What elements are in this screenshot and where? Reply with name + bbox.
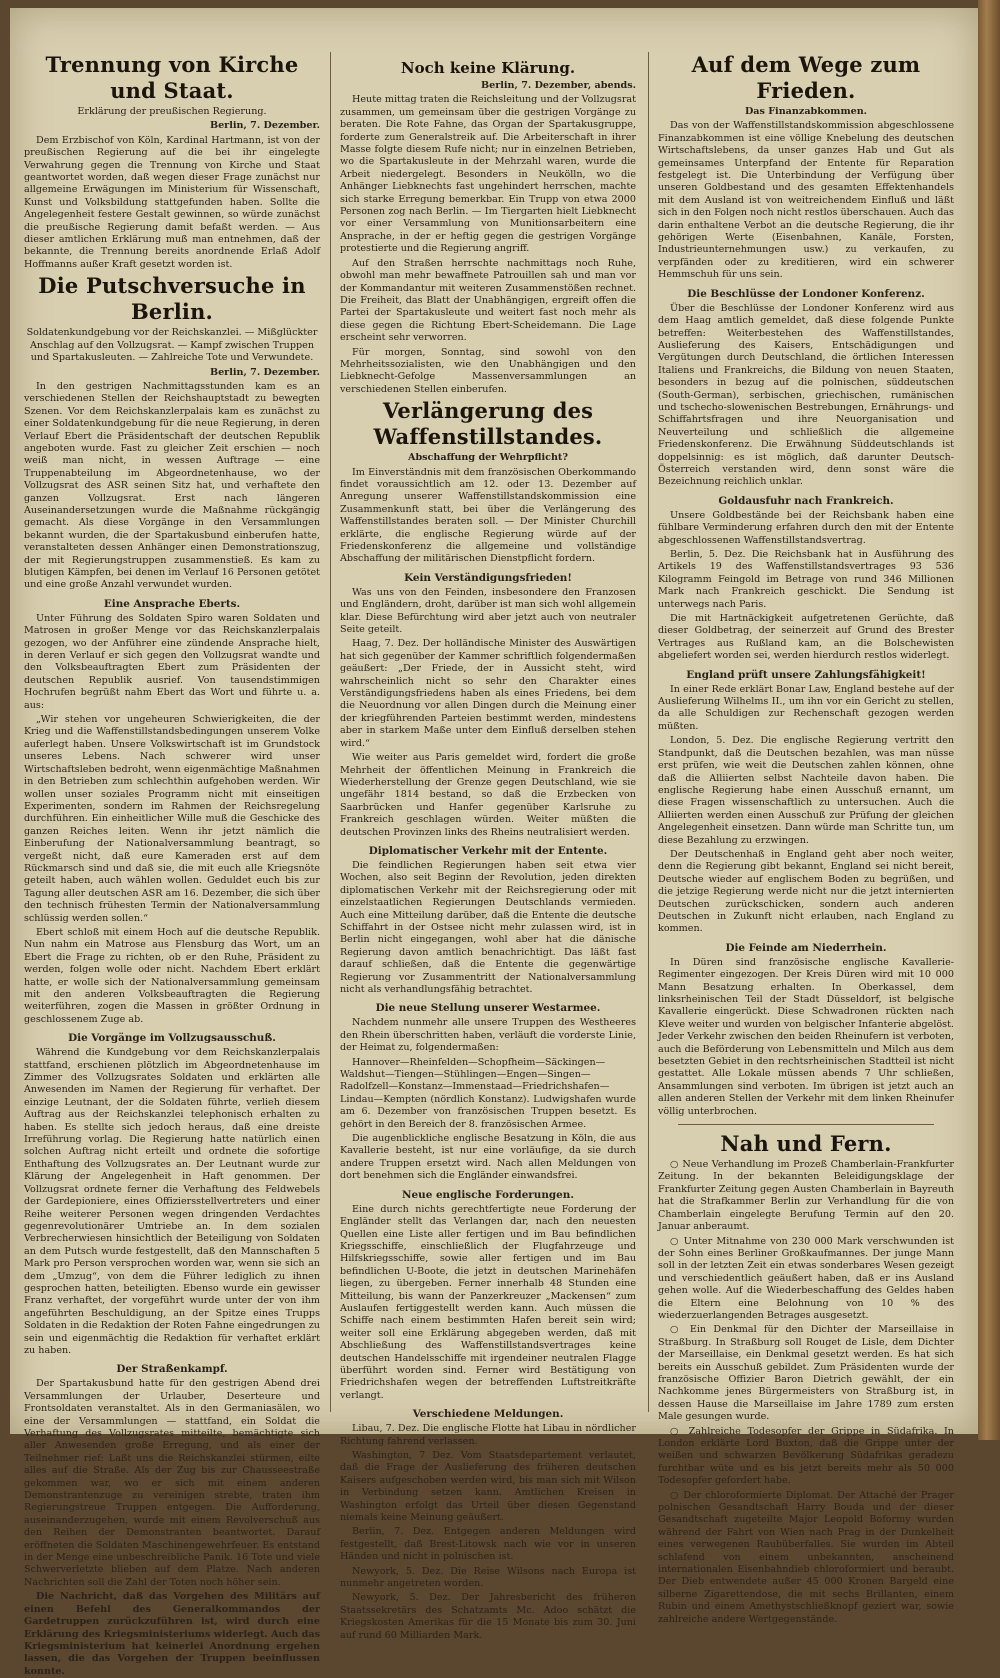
article-paragraph: Hannover—Rheinfelden—Schopfheim—Säckingen—Waldshut—Tiengen—Stühlingen—Engen—Singen—Radolfzell—Konstanz—Immenstaad—Friedrichshafen—Lindau—Kempten (nördlich Konstanz). Ludwigshafen wurde am 6. Dezember von französischen Truppen besetzt. Es gehört in den Bereich der 8. französischen Armee. (340, 1056, 636, 1130)
article-paragraph: Die Nachricht, daß das Vorgehen des Militärs auf einen Befehl des Generalkommandos der Gardetruppen zurückzuführen ist, wird durch eine Erklärung des Kriegsministeriums widerlegt. Auch das Kriegsministerium hat keinerlei Anordnung ergehen lassen, die das Vorgehen der Truppen beeinflussen konnte. (24, 1591, 320, 1677)
news-item: Washington, 7 Dez. Vom Staatsdepartement verlautet, daß die Frage der Auslieferung des früheren deutschen Kaisers aufgeschoben werden wird, bis man sich mit Wilson in Verbindung setzen kann. Amtlichen Kreisen in Washington erfolgt das Urteil über diesen Gegenstand niemals keine Meinung geäußert. (340, 1450, 636, 1524)
headline-peace: Auf dem Wege zum Frieden. (691, 52, 921, 103)
headline-near-far: Nah und Fern. (720, 1131, 892, 1157)
news-item: Newyork, 5. Dez. Die Reise Wilsons nach Europa ist nunmehr angetreten worden. (340, 1565, 636, 1590)
article-paragraph: Ebert schloß mit einem Hoch auf die deutsche Republik. Nun nahm ein Matrose aus Flensburg das Wort, um an Ebert die Frage zu richten, ob er den Ruhe, Präsident zu werden, folgen wolle oder nicht. Nachdem Ebert erklärt hatte, er wolle sich der Nationalversammlung gemeinsam mit den anderen Volksbeauftragten die Regierung weiterführen, zogen die Massen in größter Ordnung in geschlossenem Zuge ab. (24, 926, 320, 1025)
article-paragraph: „Wir stehen vor ungeheuren Schwierigkeiten, die der Krieg und die Waffenstillstandsbedingungen unserem Volke auferlegt haben. Unsere Volkswirtschaft ist im Grundstock unseres Lebens. Nach schwerer wird unser Wirtschaftsleben bedroht, wenn eigenmächtige Maßnahmen in den Betrieben zum schlechthin aufgehoben werden. Wir wollen unser soziales Programm nicht mit einseitigen Experimenten, sondern im Rahmen der Reichsregelung durchführen. Ein einheitlicher Wille muß die Geschicke des ganzen Reiches leiten. Wenn ihr jetzt nämlich die Einberufung der Nationalversammlung beantragt, so vergeßt nicht, daß eure Kameraden erst auf dem Rückmarsch sind und daß sie, die mit euch alle Kriegsnöte geteilt haben, auch wählen wollen. Geduldet euch bis zur Tagung aller deutschen ASR am 16. Dezember, die sich über den technisch frühesten Termin der Nationalversammlung schlüssig werden sollen.“ (24, 714, 320, 924)
subheading: Abschaffung der Wehrpflicht? (408, 452, 568, 464)
article-paragraph: Im Einverständnis mit dem französischen Oberkommando findet voraussichtlich am 12. oder 13. Dezember auf Anregung unserer Waffenstillstandskommission eine Zusammenkunft statt, bei über die Verlängerung des Waffenstillstandes beraten soll. — Der Minister Churchill erklärte, die englische Regierung würde auf der Friedenskonferenz die allgemeine und vollständige Abschaffung der militärischen Dienstpflicht fordern. (340, 466, 636, 565)
article-paragraph: Für morgen, Sonntag, sind sowohl von den Mehrheitssozialisten, wie den Unabhängigen und den Liebknecht-Gefolge Massenversammlungen an verschiedenen Stellen einberufen. (340, 346, 636, 395)
headline-no-clarity: Noch keine Klärung. (400, 59, 576, 77)
article-paragraph: Auf den Straßen herrschte nachmittags noch Ruhe, obwohl man mehr bewaffnete Patrouillen sah und man vor der Kommandantur mit weiteren Zusammenstößen rechnet. Die Freiheit, das Blatt der Unabhängigen, ergreift offen die Partei der Spartakusleute und weitert fast noch mehr als diese gegen die Richtung Ebert-Scheidemann. Die Lage erscheint sehr verworren. (340, 257, 636, 344)
news-item: Newyork, 5. Dez. Der Jahresbericht des früheren Staatssekretärs des Schatzamts Mc. Adoo schätzt die Kriegskosten Amerikas für die 15 Monate bis zum 30. Juni auf rund 60 Milliarden Mark. (340, 1592, 636, 1641)
article-paragraph: Die augenblickliche englische Besatzung in Köln, die aus Kavallerie besteht, ist nur eine vorläufige, da sie durch andere Truppen ersetzt wird. Nach allen Meldungen von dort benehmen sich die Engländer einwandsfrei. (340, 1133, 636, 1182)
dateline: Berlin, 7. Dezember. (209, 120, 320, 132)
subheading: Erklärung der preußischen Regierung. (77, 106, 267, 117)
column-middle (340, 52, 636, 1641)
news-item: ○ Der chloroformierte Diplomat. Der Attaché der Prager polnischen Gesandtschaft Harry Bouda und der dieser Gesandtschaft zugeteilte Major Leopold Boformy wurden während der Fahrt von Wien nach Prag in der Dunkelheit eines verwegenen Raubüberfalles. Sie wurden im Abteil schlafend von einem unbekannten, anscheinend internationalen Eisenbahndieb chloroformiert und beraubt. Der Dieb entwendete außer 45 000 Kronen Bargeld eine silberne Zigarettendose, die mit sechs Brillanten, einem Rubin und einem Amethystschließknopf geziert war, sowie zahlreiche andere Wertgegenstände. (658, 1489, 954, 1625)
subheading: Das Finanzabkommen. (744, 106, 868, 117)
article-paragraph: Haag, 7. Dez. Der holländische Minister des Auswärtigen hat sich gegenüber der Kammer schriftlich folgendermaßen geäußert: „Der Friede, der in Aussicht steht, wird wahrscheinlich nicht so sehr den Charakter eines Verständigungsfriedens haben als eines Friedens, bei dem die Neuordnung vor allen Dingen durch die Meinung einer der kriegführenden Parteien bestimmt werden, mindestens aber in starkem Maße unter dem Einfluß derselben stehen wird.“ (340, 638, 636, 749)
page-edge (978, 0, 1000, 1440)
section-heading: Verschiedene Meldungen. (412, 1408, 564, 1421)
article-paragraph: Berlin, 5. Dez. Die Reichsbank hat in Ausführung des Artikels 19 des Waffenstillstandsvertrages 93 536 Kilogramm Feingold im Betrage von rund 346 Millionen Mark nach Frankreich geschickt. Die Sendung ist unterwegs nach Paris. (658, 549, 954, 610)
section-heading: Diplomatischer Verkehr mit der Entente. (368, 844, 608, 857)
article-paragraph: Der Deutschenhaß in England geht aber noch weiter, denn die Regierung gibt bekannt, England sei nicht bereit, Deutsche wieder auf englischem Boden zu begrüßen, und die jetzige Regierung werde nicht nur die jetzt internierten Deutschen zurückschicken, sondern auch anderen Deutschen in Zukunft nicht erlauben, nach England zu kommen. (658, 848, 954, 935)
news-item: Libau, 7. Dez. Die englische Flotte hat Libau in nördlicher Richtung fahrend verlassen. (340, 1423, 636, 1447)
dateline: Berlin, 7. Dezember. (209, 366, 320, 378)
article-paragraph: Was uns von den Feinden, insbesondere den Franzosen und Engländern, droht, darüber ist man sich wohl allgemein klar. Diese Befürchtung wird aber jetzt auch von neutraler Seite geteilt. (340, 586, 636, 636)
article-paragraph: Das von der Waffenstillstandskommission abgeschlossene Finanzabkommen ist eine völlige Knebelung des deutschen Wirtschaftslebens, da unser ganzes Hab und Gut als gemeinsames Unterpfand der Entente für Reparation festgelegt ist. Die Unterbindung der Verfügung über unseren Goldbestand und des gesamten Effektenhandels mit dem Ausland ist von weitreichendem Einfluß und läßt sich in den Folgen noch nicht restlos überschauen. Auch das darin enthaltene Verbot an die deutsche Regierung, die ihr gehörigen Werte (Eisenbahnen, Kanäle, Forsten, Industrieunternehmungen usw.) zu verkaufen, zu verpfänden oder zu kreditieren, wird ein schwerer Hemmschuh für uns sein. (658, 120, 954, 281)
article-paragraph: Wie weiter aus Paris gemeldet wird, fordert die große Mehrheit der öffentlichen Meinung in Frankreich die Wiederherstellung der Grenze gegen Deutschland, wie sie ungefähr 1814 bestand, so daß die Erzbecken von Saarbrücken und Hanfer gegenüber Karlsruhe zu Frankreich geschlagen würden. Weiter müßten die deutschen Provinzen links des Rheins neutralisiert werden. (340, 752, 636, 838)
news-item: ○ Neue Verhandlung im Prozeß Chamberlain-Frankfurter Zeitung. In der bekannten Beleidigungsklage der Frankfurter Zeitung gegen Austen Chamberlain in Bayreuth hat die Strafkammer Berlin zur Verhandlung für die von Chamberlain eingelegte Berufung Termin auf den 20. Januar anberaumt. (658, 1159, 954, 1233)
section-heading: Kein Verständigungsfrieden! (404, 571, 572, 584)
headline-armistice: Verlängerung des Waffenstillstandes. (373, 398, 603, 450)
section-heading: Neue englische Forderungen. (402, 1188, 574, 1201)
column-left (24, 52, 320, 1677)
news-item: ○ Ein Denkmal für den Dichter der Marseillaise in Straßburg. In Straßburg soll Rouget de Lisle, dem Dichter der Marseillaise, ein Denkmal gesetzt werden. Es hat sich bereits ein Ausschuß gebildet. Zum Präsidenten wurde der französische Offizier Baron Dietrich gewählt, der ein Nachkomme jenes Bürgermeisters von Straßburg ist, in dessen Hause die Marseillaise im Jahre 1789 zum ersten Male gesungen wurde. (658, 1324, 954, 1423)
headline-putsch: Die Putschversuche in Berlin. (38, 273, 306, 325)
section-heading: Die Feinde am Niederrhein. (725, 941, 887, 954)
article-paragraph: London, 5. Dez. Die englische Regierung vertritt den Standpunkt, daß die Deutschen bezahlen, was man nüsse erst prüfen, wie weit die Deutschen zahlen können, ohne daß die Alliierten selbst Nachteile davon haben. Die englische Regierung habe einen Ausschuß ernannt, um diese Fragen wissenschaftlich zu untersuchen. Auch die Alliierten werden einen Ausschuß zur Prüfung der gleichen Angelegenheit einsetzen. Dann würde man Schritte tun, um diese Bezahlung zu erzwingen. (658, 735, 954, 846)
article-paragraph: Eine durch nichts gerechtfertigte neue Forderung der Engländer stellt das Verlangen dar, nach den neuesten Quellen eine Liste aller fertigen und im Bau befindlichen Kriegsschiffe, einschließlich der Flugfahrzeuge und Hilfskriegsschiffe, sowie aller fertigen und im Bau befindlichen U-Boote, die jetzt in deutschen Marinehäfen liegen, zu übergeben. Ferner innerhalb 48 Stunden eine Mitteilung, bis wann der Panzerkreuzer „Mackensen“ zum Auslaufen fertiggestellt werden kann. Auch müssen die Schiffe nach einem bestimmten Hafen bereit sein wird; weiter soll eine Erklärung abgegeben werden, daß mit Abschließung des Waffenstillstandsvertrages keine deutschen Handelsschiffe mit irgendeiner neutralen Flagge überführt worden sind. Ferner wird Bestätigung von Friedrichshafen wegen der betreffenden Luftstreitkräfte verlangt. (340, 1203, 636, 1401)
article-paragraph: Die mit Hartnäckigkeit aufgetretenen Gerüchte, daß dieser Goldbetrag, der seinerzeit auf Grund des Brester Vertrages aus Rußland kam, an die Bolschewisten abgeliefert worden sei, werden hierdurch restlos widerlegt. (658, 613, 954, 662)
article-paragraph: Nachdem nunmehr alle unsere Truppen des Westheeres den Rhein überschritten haben, verläuft die vorderste Linie, der Heimat zu, folgendermaßen: (340, 1017, 636, 1054)
article-paragraph: Über die Beschlüsse der Londoner Konferenz wird aus dem Haag amtlich gemeldet, daß diese folgende Punkte betreffen: Weiterbestehen des Waffenstillstandes, Auslieferung des Kaisers, Entschädigungen und Vergütungen durch Deutschland, die örtlichen Interessen Italiens und Frankreichs, die Bildung von neuen Staaten, besonders in bezug auf die polnischen, süddeutschen (South-German), serbischen, griechischen, rumänischen und tschecho-slowenischen Bestrebungen, Ernährungs- und Schiffahrtsfragen und ihre Neuorganisation und Neuverteilung und schließlich die allgemeine Friedenskonferenz. Die Erwähnung Süddeutschlands ist doppelsinnig: es ist möglich, daß darunter Deutsch-Österreich verstanden wird, denn sonst wäre die Bezeichnung reichlich unklar. (658, 302, 954, 488)
article-paragraph: Unter Führung des Soldaten Spiro waren Soldaten und Matrosen in großer Menge vor das Reichskanzlerpalais gezogen, wo der Anführer eine zündende Ansprache hielt, in deren Verlauf er sich gegen den Vollzugsrat wandte und den Volksbeauftragten Ebert zum Präsidenten der deutschen Republik ausrief. Von tausendstimmigen Hochrufen begrüßt nahm Ebert das Wort und führte u. a. aus: (24, 612, 320, 711)
news-item: ○ Zahlreiche Todesopfer der Grippe in Südafrika. In London erklärte Lord Buxton, daß die Grippe unter der weißen und schwarzen Bevölkerung Südafrikas geradezu furchtbar wüte und es bis jetzt bereits mehr als 50 000 Todesopfer gefordert habe. (658, 1425, 954, 1487)
article-paragraph: Heute mittag traten die Reichsleitung und der Vollzugsrat zusammen, um gemeinsam über die gestrigen Vorgänge zu beraten. Die Rote Fahne, das Organ der Spartakusgruppe, forderte zum Generalstreik auf. Die Arbeiterschaft in ihrer Masse folgte diesem Rufe nicht; nur in einzelnen Betrieben, wo die Spartakusleute in der Mehrzahl waren, wurde die Arbeit niedergelegt. Besonders in Neukölln, wo die Anhänger Liebknechts fast ungehindert herrschen, machte sich starke Erregung bemerkbar. Ein Trupp von etwa 2000 Personen zog nach Berlin. — Im Tiergarten hielt Liebknecht vor einer Versammlung von Munitionsarbeitern eine Ansprache, in der er heftig gegen die gestrigen Vorgänge protestierte und die Regierung angriff. (340, 94, 636, 255)
news-item: Berlin, 7. Dez. Entgegen anderen Meldungen wird festgestellt, daß Brest-Litowsk nach wie vor in unseren Händen und nicht in polnischen ist. (340, 1526, 636, 1563)
column-rule (648, 52, 649, 1412)
section-heading: Goldausfuhr nach Frankreich. (718, 494, 894, 507)
divider (678, 1124, 934, 1125)
article-paragraph: In Düren sind französische englische Kavallerie-Regimenter eingezogen. Der Kreis Düren wird mit 10 000 Mann Besatzung erhalten. In Oberkassel, dem linksrheinischen Teil der Stadt Düsseldorf, ist belgische Kavallerie eingerückt. Diese Schwadronen rückten nach Kleve weiter und wurden von belgischer Infanterie abgelöst. Jeder Verkehr zwischen den beiden Rheinufern ist verboten, auch die Beförderung von Lebensmitteln und Milch aus dem besetzten Gebiet in den rechtsrheinischen Stadtteil ist nicht gestattet. Alle Lokale müssen abends 7 Uhr schließen, Ansammlungen sind verboten. Im übrigen ist jetzt auch an allen anderen Stellen der Verkehr mit dem linken Rheinufer völlig unterbrochen. (658, 956, 954, 1117)
section-heading: England prüft unsere Zahlungsfähigkeit! (686, 668, 926, 681)
article-paragraph: Unsere Goldbestände bei der Reichsbank haben eine fühlbare Verminderung erfahren durch den mit der Entente abgeschlossenen Waffenstillstandsvertrag. (658, 509, 954, 546)
subheading: Soldatenkundgebung vor der Reichskanzlei. — Mißglückter Anschlag auf den Vollzugsrat. — Kampf zwischen Truppen und Spartakusleuten. — Zahlreiche Tote und Verwundete. (26, 327, 318, 364)
section-heading: Die Vorgänge im Vollzugsausschuß. (68, 1032, 276, 1045)
article-paragraph: Während die Kundgebung vor dem Reichskanzlerpalais stattfand, erschienen plötzlich im Abgeordnetenhause im Zimmer des Vollzugsrates Soldaten und erklärten alle Anwesenden im Namen der Regierung für verhaftet. Der einzige Leutnant, der die Soldaten führte, verlieh diesem Auftrag aus der Reichskanzlei telephonisch erhalten zu haben. Es stellte sich jedoch heraus, daß eine dreiste Irreführung vorlag. Die Regierung hatte natürlich einen solchen Auftrag nicht erteilt und ordnete die sofortige Enthaftung des Vollzugsrates an. Der Leutnant wurde zur Klärung der Angelegenheit in Haft genommen. Der Vollzugsrat ordnete ferner die Verhaftung des Feldwebels der Gardepioniere, eines Offiziersstellvertreters und einer Reihe weiterer Personen wegen dringenden Verdachtes gegenrevolutionärer Umtriebe an. In dem sozialen Verbrecherwiesen hinsichtlich der Beteiligung von Soldaten an dem Putsch wurde festgestellt, daß den Mannschaften 5 Mark pro Person versprochen worden war, wenn sie sich an dem „Umzug“, von dem die Führer lediglich zu ihnen gesprochen hatten, beteiligten. Ebenso wurde ein gewisser Franz verhaftet, der vorgeführt wurde unter der von ihm angeführten Beschuldigung, an der Spitze eines Trupps Soldaten in die Redaktion der Roten Fahne eingedrungen zu sein und eigenmächtig die Redaktion für verhaftet erklärt zu haben. (24, 1047, 320, 1356)
article-paragraph: Der Spartakusbund hatte für den gestrigen Abend drei Versammlungen der Urlauber, Deserteure und Frontsoldaten veranstaltet. Als in den Germaniasälen, wo eine der Versammlungen — stattfand, ein Soldat die Verhaftung des Vollzugsrates mitteilte, bemächtigte sich aller Anwesenden große Erregung, und als einer der Teilnehmer rief: Laßt uns die Reichskanzlei stürmen, eilte alles auf die Straße. Als der Zug bis zur Chausseestraße gekommen war, wo er sich mit einem anderen Demonstrantenzuge zu vereinigen strebte, traten ihm Regierungstreue Truppen entgegen. Die Aufforderung, auseinanderzugehen, wurde mit einem Revolverschuß aus den Reihen der Demonstranten beantwortet. Darauf eröffneten die Soldaten Maschinengewehrfeuer. Es entstand in der Menge eine unbeschreibliche Panik. 16 Tote und viele Schwerverletzte blieben auf dem Platze. Nach anderen Nachrichten soll die Zahl der Toten noch höher sein. (24, 1378, 320, 1588)
article-paragraph: In den gestrigen Nachmittagsstunden kam es an verschiedenen Stellen der Reichshauptstadt zu bewegten Szenen. Vor dem Reichskanzlerpalais kam es zunächst zu einer Soldatenkundgebung für die neue Regierung, in deren Verlauf Ebert die Präsidentschaft der deutschen Republik angeboten wurde. Fast zu gleicher Zeit erschien — noch weiß man nicht, in wessen Auftrage — eine Truppenabteilung im Abgeordnetenhause, wo der Vollzugsrat des ASR seinen Sitz hat, und verhaftete den ganzen Vollzugsrat. Erst nach längeren Auseinandersetzungen wurde die Maßnahme rückgängig gemacht. Als diese Vorgänge in den Versammlungen bekannt wurden, die der Spartakusbund einberufen hatte, veranstalteten dessen Anhänger einen Demonstrationszug, der mit Regierungstruppen zusammenstieß. Es kam zu blutigen Kämpfen, bei denen im Verlauf 16 Personen getötet und eine große Anzahl verwundet wurden. (24, 380, 320, 591)
section-heading: Eine Ansprache Eberts. (103, 597, 241, 610)
section-heading: Der Straßenkampf. (116, 1363, 228, 1376)
column-rule (330, 52, 331, 1412)
headline-church-state: Trennung von Kirche und Staat. (45, 52, 299, 103)
article-paragraph: Dem Erzbischof von Köln, Kardinal Hartmann, ist von der preußischen Regierung auf die bei ihr eingelegte Verwahrung gegen die Trennung von Kirche und Staat geantwortet worden, daß wegen dieser Frage zunächst nur allgemeine Erwägungen im Ministerium für Wissenschaft, Kunst und Volksbildung stattgefunden haben. Sollte die Angelegenheit festere Gestalt gewinnen, so würde zunächst die preußische Regierung damit befaßt werden. — Aus dieser amtlichen Erklärung muß man entnehmen, daß der bekannte, die Trennung bereits anordnende Erlaß Adolf Hoffmanns außer Kraft gesetzt worden ist. (24, 134, 320, 270)
section-heading: Die neue Stellung unserer Westarmee. (375, 1002, 601, 1015)
dateline: Berlin, 7. Dezember, abends. (481, 80, 636, 91)
column-right (658, 52, 954, 1625)
article-paragraph: In einer Rede erklärt Bonar Law, England bestehe auf der Auslieferung Wilhelms II., um ihn vor ein Gericht zu stellen, da alle Schuldigen zur Rechenschaft gezogen werden müßten. (658, 683, 954, 732)
article-paragraph: Die feindlichen Regierungen haben seit etwa vier Wochen, also seit Beginn der Revolution, jeden direkten diplomatischen Verkehr mit der Reichsregierung oder mit einzelstaatlichen Regierungen Deutschlands vermieden. Auch eine Mitteilung darüber, daß die Entente die deutsche Schiffahrt in der Ostsee nicht mehr zulassen wird, ist in Berlin nicht eingegangen, wohl aber hat die dänische Regierung davon amtlich benachrichtigt. Das läßt fast darauf schließen, daß die Entente die gegenwärtige Regierung vor Zusammentritt der Nationalversammlung nicht als verhandlungsfähig betrachtet. (340, 859, 636, 995)
newspaper-page (10, 8, 978, 1677)
news-item: ○ Unter Mitnahme von 230 000 Mark verschwunden ist der Sohn eines Berliner Großkaufmannes. Der junge Mann soll in der letzten Zeit ein etwas sonderbares Wesen gezeigt und verschiedentlich geäußert haben, daß er ins Ausland gehen wolle. Auf die Wiederbeschaffung des Geldes haben die Eltern eine Belohnung von 10 % des wiederzuerlangenden Betrages ausgesetzt. (658, 1235, 954, 1321)
section-heading: Die Beschlüsse der Londoner Konferenz. (687, 287, 925, 300)
